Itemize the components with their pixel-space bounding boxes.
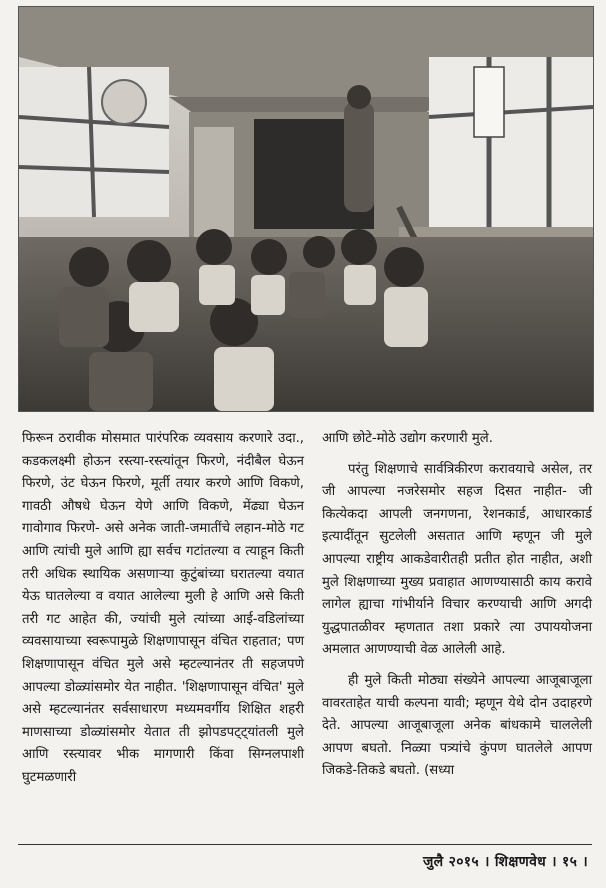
right-paragraph-1: आणि छोटे-मोठे उद्योग करणारी मुले.	[322, 431, 493, 446]
left-paragraph-1: फिरून ठरावीक मोसमात पारंपरिक व्यवसाय करणारे उदा., कडकलक्ष्मी होऊन रस्त्या-रस्त्यांतून फिरणे, नंदीबैल घेऊन फिरणे, उंट घेऊन फिरणे, मूर्ती तयार करणे आणि विकणे, गावठी औषधे घेऊन येणे आणि विकणे, मेंढ्या घेऊन गावोगाव फिरणे- असे अनेक जाती-जमातींचे लहान-मोठे गट आणि त्यांची मुले आणि ह्या सर्वच गटांतल्या व त्याहून किती तरी अधिक स्थायिक असणाऱ्या कुटुंबांच्या घरातल्या वयात येऊ घातलेल्या व वयात आलेल्या मुली हे आणि असे किती तरी गट आहेत की, ज्यांची मुले त्यांच्या आई-वडिलांच्या व्यवसायाच्या स्वरूपामुळे शिक्षणापासून वंचित राहतात; पण शिक्षणापासून वंचित मुले असे म्हटल्यानंतर ती सहजपणे आपल्या डोळ्यांसमोर येत नाहीत. 'शिक्षणापासून वंचित' मुले असे म्हटल्यानंतर सर्वसाधारण मध्यमवर्गीय शिक्षित शहरी माणसाच्या डोळ्यांसमोर येतात ती झोपडपट्ट्यांतली मुले आणि रस्त्यावर भीक मागणारी किंवा सिग्नलपाशी घुटमळणारी	[22, 431, 304, 785]
footer-divider	[18, 844, 592, 845]
right-paragraph-3: ही मुले किती मोठ्या संख्येने आपल्या आजूबाजूला वावरताहेत याची कल्पना यावी; म्हणून येथे दोन उदाहरणे देते. आपल्या आजूबाजूला अनेक बांधकामे चाललेली आपण बघतो. निळ्या पत्र्यांचे कुंपण घातलेले आपण जिकडे-तिकडे बघतो. (सध्या	[322, 672, 592, 779]
left-column	[22, 428, 304, 790]
page-footer: जुलै २०१५ । शिक्षणवेध । १५ ।	[422, 854, 588, 870]
classroom-bus-photo	[18, 6, 594, 412]
right-paragraph-2: परंतु शिक्षणाचे सार्वत्रिकीरण करावयाचे असेल, तर जी आपल्या नजरेसमोर सहज दिसत नाहीत- जी कित्येकदा आपली जनगणना, रेशनकार्ड, आधारकार्ड इत्यादींतून सुटलेली असतात आणि म्हणून जी मुले आपल्या राष्ट्रीय आकडेवारीतही प्रतीत होत नाहीत, अशी मुले शिक्षणाच्या मुख्य प्रवाहात आणण्यासाठी काय करावे लागेल ह्याचा गांभीर्याने विचार करण्याची आणि अगदी युद्धपातळीवर म्हणतात तशा प्रकारे त्या उपाययोजना अमलात आणण्याची वेळ आलेली आहे.	[322, 461, 592, 658]
right-column	[322, 428, 592, 783]
photo-illustration	[19, 7, 593, 411]
